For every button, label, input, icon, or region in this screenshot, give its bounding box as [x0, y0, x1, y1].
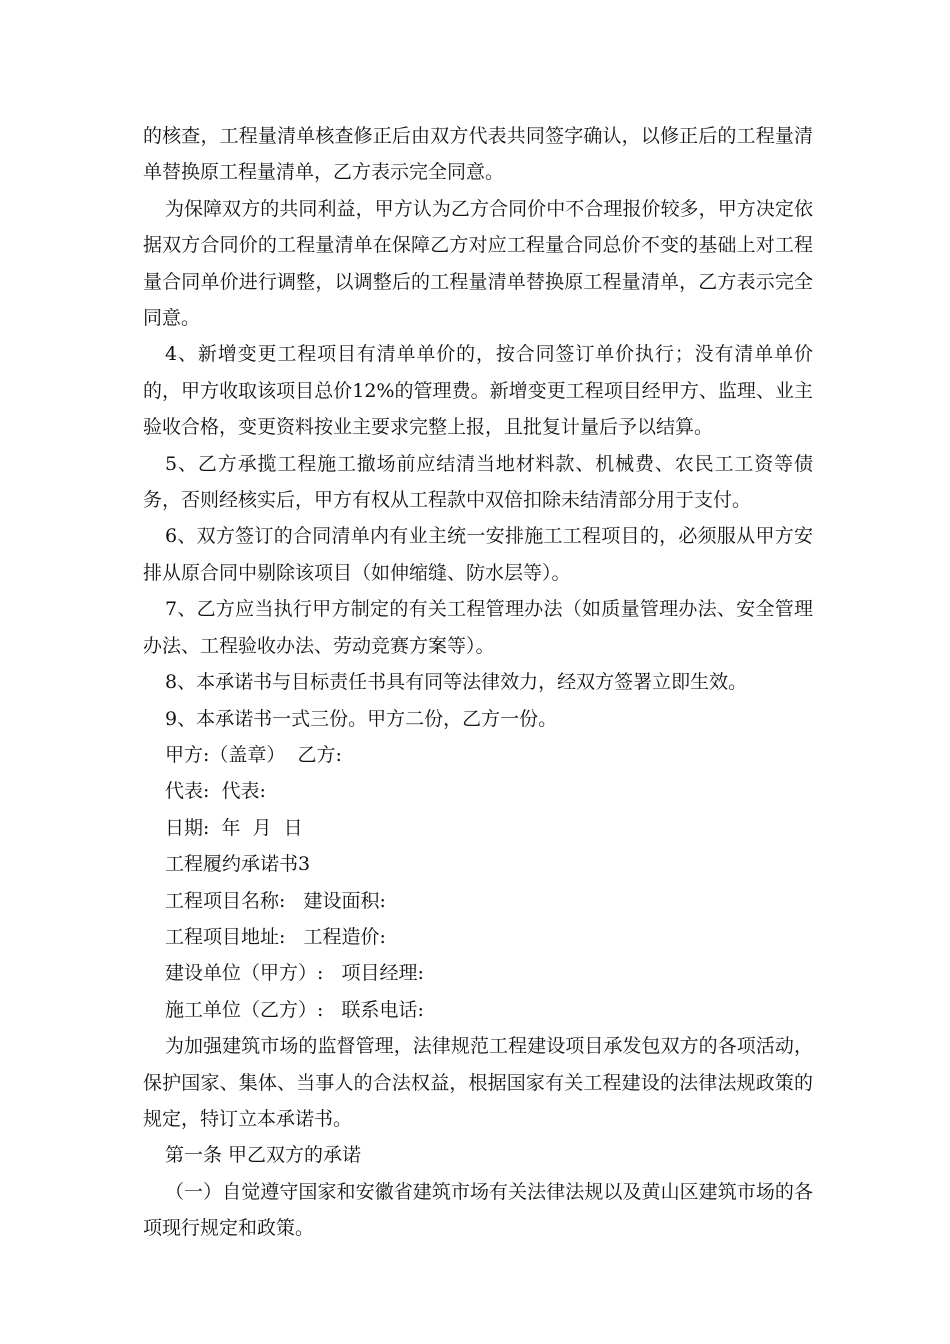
paragraph-clause-6: 6、双方签订的合同清单内有业主统一安排施工工程项目的，必须服从甲方安排从原合同中剔除该项目（如伸缩缝、防水层等）。 — [143, 525, 813, 584]
intro-paragraph: 为加强建筑市场的监督管理，法律规范工程建设项目承发包双方的各项活动，保护国家、集体、当事人的合法权益，根据国家有关工程建设的法律法规政策的规定，特订立本承诺书。 — [143, 1035, 813, 1130]
info-project-address-line: 工程项目地址: 工程造价: — [165, 925, 386, 948]
paragraph-unit-price-adjustment: 为保障双方的共同利益，甲方认为乙方合同价中不合理报价较多，甲方决定依据双方合同价的工程量清单在保障乙方对应工程量合同总价不变的基础上对工程量合同单价进行调整，以调整后的工程量清单替换原工程量清单，乙方表示完全同意。 — [143, 197, 813, 330]
paragraph-quantity-review-end: 的核查，工程量清单核查修正后由双方代表共同签字确认，以修正后的工程量清单替换原工程量清单，乙方表示完全同意。 — [143, 125, 813, 184]
info-project-name-line: 工程项目名称: 建设面积: — [165, 889, 386, 912]
paragraph-clause-7: 7、乙方应当执行甲方制定的有关工程管理办法（如质量管理办法、安全管理办法、工程验收办法、劳动竞赛方案等）。 — [143, 598, 813, 657]
paragraph-clause-5: 5、乙方承揽工程施工撤场前应结清当地材料款、机械费、农民工工资等债务，否则经核实后，甲方有权从工程款中双倍扣除未结清部分用于支付。 — [143, 452, 813, 512]
document-body — [143, 118, 813, 1247]
paragraph-clause-8: 8、本承诺书与目标责任书具有同等法律效力，经双方签署立即生效。 — [165, 671, 748, 694]
signature-date-line: 日期: 年 月 日 — [165, 816, 303, 839]
info-client-line: 建设单位（甲方）: 项目经理: — [165, 962, 424, 985]
section-title: 工程履约承诺书3 — [165, 853, 311, 876]
info-contractor-line: 施工单位（乙方）: 联系电话: — [165, 998, 424, 1021]
signature-representatives-line: 代表: 代表: — [165, 780, 266, 803]
signature-parties-line: 甲方:（盖章） 乙方: — [165, 743, 342, 766]
article-title: 第一条 甲乙双方的承诺 — [165, 1144, 362, 1167]
paragraph-clause-4: 4、新增变更工程项目有清单单价的，按合同签订单价执行；没有清单单价的，甲方收取该项目总价12%的管理费。新增变更工程项目经甲方、监理、业主验收合格，变更资料按业主要求完整上报，且批复计量后予以结算。 — [143, 343, 813, 439]
paragraph-clause-9: 9、本承诺书一式三份。甲方二份，乙方一份。 — [165, 707, 558, 730]
clause-paragraph: （一）自觉遵守国家和安徽省建筑市场有关法律法规以及黄山区建筑市场的各项现行规定和政策。 — [143, 1180, 813, 1240]
